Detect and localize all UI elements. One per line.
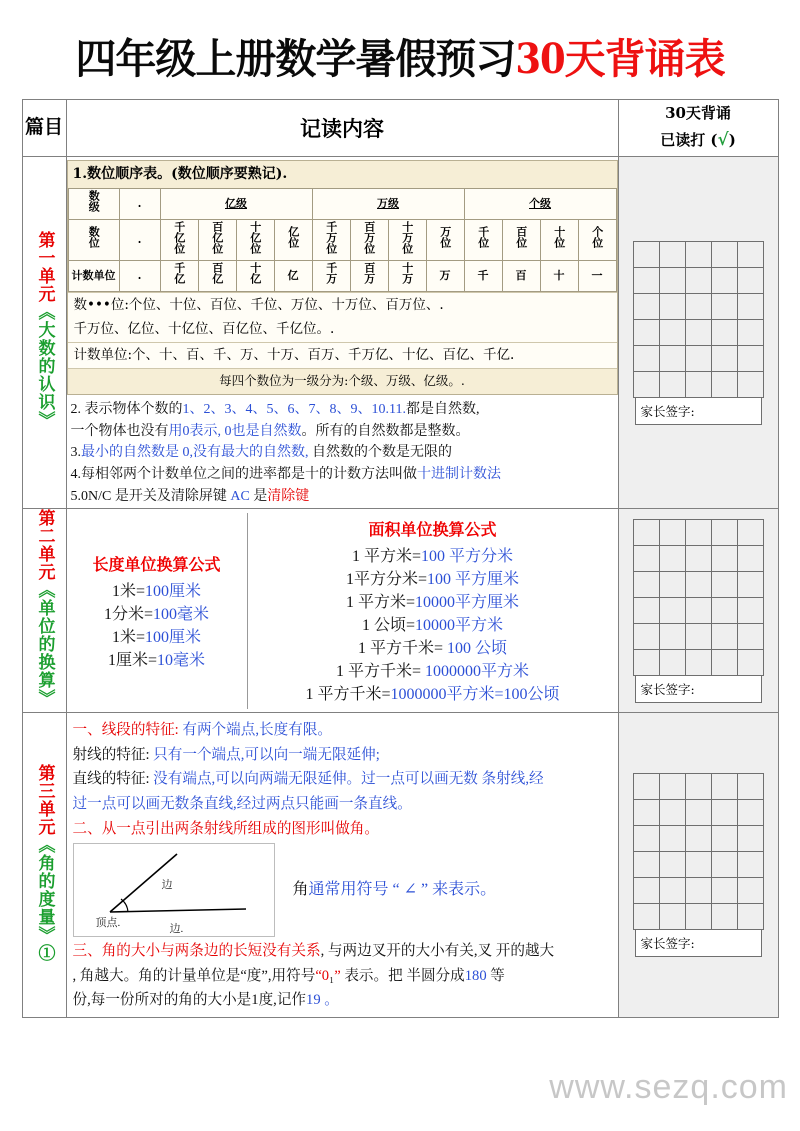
check-grid-cell[interactable] xyxy=(737,571,763,597)
unit-1-label-red: 第一单元 xyxy=(34,231,55,304)
pv-label-level xyxy=(68,189,119,220)
unit-2-mark-cell xyxy=(618,509,778,713)
text-run: 2. 表示物体个数的 xyxy=(70,402,183,418)
check-grid-cell[interactable] xyxy=(737,623,763,649)
check-grid-cell[interactable] xyxy=(737,371,763,397)
check-grid-cell[interactable] xyxy=(633,852,659,878)
check-grid-cell[interactable] xyxy=(659,319,685,345)
check-grid-cell[interactable] xyxy=(659,904,685,930)
pv-unit-8: 千 xyxy=(464,261,502,292)
header-content-label: 记读内容 xyxy=(300,116,384,141)
check-grid-row xyxy=(633,826,763,852)
check-grid-cell[interactable] xyxy=(685,597,711,623)
check-grid-row xyxy=(633,293,763,319)
place-value-footer: 每四个数位为一级分为:个级、万级、亿级。. xyxy=(68,368,617,394)
check-grid-cell[interactable] xyxy=(633,904,659,930)
text-run: 19 。 xyxy=(306,992,339,1009)
check-grid-cell[interactable] xyxy=(659,878,685,904)
check-grid-cell[interactable] xyxy=(633,519,659,545)
check-grid-cell[interactable] xyxy=(685,826,711,852)
title-red-part: 30天背诵表 xyxy=(515,35,725,83)
text-run: 是 xyxy=(253,488,268,504)
check-grid-cell[interactable] xyxy=(633,267,659,293)
text-run: 1平方分米= xyxy=(345,571,427,589)
angle-diagram-wrap xyxy=(73,843,612,937)
pv-digit-6: 十万位 xyxy=(388,219,426,261)
unit-2-signature-field[interactable]: 家长签字: xyxy=(635,676,762,703)
check-grid-row xyxy=(633,649,763,675)
text-line xyxy=(250,543,616,566)
check-grid-row xyxy=(633,319,763,345)
length-formula-lines xyxy=(69,578,245,670)
check-grid-cell[interactable] xyxy=(685,852,711,878)
check-grid-cell[interactable] xyxy=(737,293,763,319)
text-line xyxy=(250,566,616,589)
check-grid-cell[interactable] xyxy=(737,649,763,675)
check-grid-row xyxy=(633,597,763,623)
check-grid-cell[interactable] xyxy=(737,267,763,293)
unit-2-check-grid[interactable] xyxy=(633,519,764,676)
unit-2-mark-inner xyxy=(619,513,778,709)
pv-digit-2: 十亿位 xyxy=(236,219,274,261)
text-run: 用0表示, xyxy=(168,423,221,439)
text-run: 100 平方厘米 xyxy=(427,571,520,589)
unit-3-label-red: 第三单元 xyxy=(34,763,55,836)
check-grid-cell[interactable] xyxy=(737,319,763,345)
text-run: 10毫米 xyxy=(157,651,206,669)
check-grid-cell[interactable] xyxy=(737,519,763,545)
check-grid-cell[interactable] xyxy=(633,623,659,649)
text-line xyxy=(73,817,612,842)
check-grid-cell[interactable] xyxy=(659,800,685,826)
text-run: 1000000平方米 xyxy=(421,663,530,681)
check-grid-cell[interactable] xyxy=(633,345,659,371)
unit-2-formula-panels xyxy=(67,513,618,709)
angle-diagram xyxy=(73,843,275,937)
check-grid-cell[interactable] xyxy=(711,319,737,345)
table-row-unit-2 xyxy=(22,509,778,713)
text-run: 0也是自然数 xyxy=(224,423,302,439)
text-run: 100毫米 xyxy=(153,605,210,623)
check-grid-cell[interactable] xyxy=(633,597,659,623)
text-line xyxy=(73,988,612,1013)
header-mark-prefix: 已读打 ( xyxy=(660,131,718,150)
place-value-row-digits xyxy=(68,219,616,261)
pv-unit-0: 千亿 xyxy=(160,261,198,292)
check-grid-cell[interactable] xyxy=(659,623,685,649)
unit-1-mark-inner xyxy=(619,235,778,431)
text-run: 十进制计数法 xyxy=(417,467,501,483)
text-run: 都是自然数, xyxy=(405,402,480,418)
area-formula-title: 面积单位换算公式 xyxy=(368,520,497,540)
text-line xyxy=(250,612,616,635)
place-value-block xyxy=(67,160,618,395)
text-run: 1 平方千米= xyxy=(357,640,443,658)
check-grid-cell[interactable] xyxy=(711,241,737,267)
text-run: 1米= xyxy=(111,582,145,600)
pv-unit-11: 一 xyxy=(578,261,616,292)
check-grid-cell[interactable] xyxy=(711,623,737,649)
text-line xyxy=(250,681,616,704)
unit-3-check-grid[interactable] xyxy=(633,773,764,930)
text-line xyxy=(250,635,616,658)
text-run: ” xyxy=(334,967,341,984)
check-grid-cell[interactable] xyxy=(685,267,711,293)
text-run: 1 平方米= xyxy=(351,548,421,566)
text-run: 1 公顷= xyxy=(361,617,415,635)
check-grid-cell[interactable] xyxy=(685,519,711,545)
check-grid-cell[interactable] xyxy=(737,241,763,267)
text-run: 没有端点,可以向两端无限延伸。过一点可以画无数 条射线,经 xyxy=(149,771,544,788)
check-grid-cell[interactable] xyxy=(659,241,685,267)
check-grid-cell[interactable] xyxy=(711,800,737,826)
check-grid-cell[interactable] xyxy=(659,649,685,675)
check-grid-cell[interactable] xyxy=(659,774,685,800)
pv-label-unit: 计数单位 xyxy=(68,261,119,292)
check-grid-cell[interactable] xyxy=(633,293,659,319)
pv-digit-8: 千位 xyxy=(464,219,502,261)
check-grid-cell[interactable] xyxy=(659,519,685,545)
check-grid-cell[interactable] xyxy=(711,878,737,904)
text-run: 180 xyxy=(464,967,487,984)
text-line xyxy=(250,658,616,681)
check-grid-cell[interactable] xyxy=(737,345,763,371)
check-grid-cell[interactable] xyxy=(685,293,711,319)
text-run: 自然数的个数是无限的 xyxy=(308,445,452,461)
unit-1-mark-cell xyxy=(618,157,778,509)
text-run: 1、2、3、4、5、6、7、8、9、10.11. xyxy=(182,402,406,418)
check-grid-cell[interactable] xyxy=(633,774,659,800)
pv-digit-0: 千亿位 xyxy=(160,219,198,261)
unit-1-label-cell xyxy=(22,157,66,509)
pv-group-ge: 个级 xyxy=(464,189,616,220)
text-run: 1000000平方米=100公顷 xyxy=(390,686,560,704)
checkmark-icon: √ xyxy=(717,130,729,151)
text-run: 通常用符号 “ ∠ ” 来表示。 xyxy=(308,880,497,898)
place-value-note-2: 千万位、亿位、十亿位、百亿位、千亿位。. xyxy=(68,317,617,342)
place-value-row-units xyxy=(68,261,616,292)
text-line xyxy=(73,767,612,792)
check-grid-row xyxy=(633,800,763,826)
place-value-note-3: 计数单位:个、十、百、千、万、十万、百万、千万亿、十亿、百亿、千亿. xyxy=(68,342,617,368)
unit-3-top-lines xyxy=(73,718,612,841)
check-grid-row xyxy=(633,904,763,930)
check-grid-cell[interactable] xyxy=(633,826,659,852)
text-run: 只有一个端点,可以向一端无限延伸; xyxy=(149,746,380,763)
unit-3-content-cell xyxy=(66,713,618,1017)
check-grid-cell[interactable] xyxy=(711,345,737,371)
unit-3-signature-field[interactable]: 家长签字: xyxy=(635,930,762,957)
table-row-unit-1 xyxy=(22,157,778,509)
text-line xyxy=(73,939,612,964)
text-run: “0 xyxy=(315,967,330,984)
table-header-row xyxy=(22,100,778,157)
unit-1-content-cell xyxy=(66,157,618,509)
check-grid-cell[interactable] xyxy=(685,241,711,267)
check-grid-cell[interactable] xyxy=(685,649,711,675)
check-grid-cell[interactable] xyxy=(737,774,763,800)
unit-3-label-green: 《角的度量》① xyxy=(34,835,55,962)
check-grid-cell[interactable] xyxy=(685,878,711,904)
check-grid-cell[interactable] xyxy=(659,293,685,319)
area-unit-panel xyxy=(248,513,618,709)
pv-unit-6: 十万 xyxy=(388,261,426,292)
header-mark-line2 xyxy=(619,126,778,156)
check-grid-cell[interactable] xyxy=(659,545,685,571)
unit-2-label-red: 第二单元 xyxy=(34,509,55,582)
check-grid-cell[interactable] xyxy=(659,371,685,397)
unit-3-mark-inner xyxy=(619,767,778,963)
place-value-row-level xyxy=(68,189,616,220)
check-grid-cell[interactable] xyxy=(659,852,685,878)
pv-label-digit xyxy=(68,219,119,261)
check-grid-cell[interactable] xyxy=(685,345,711,371)
check-grid-cell[interactable] xyxy=(737,878,763,904)
check-grid-cell[interactable] xyxy=(633,371,659,397)
header-unit-label: 篇目 xyxy=(24,116,63,139)
text-run: 清除键 xyxy=(267,488,310,504)
check-grid-row xyxy=(633,852,763,878)
text-line xyxy=(73,792,612,817)
unit-3-mark-cell xyxy=(618,713,778,1017)
text-line xyxy=(69,601,245,624)
text-run: 10000平方米 xyxy=(415,617,504,635)
pv-digit-10: 十位 xyxy=(540,219,578,261)
text-run: 。所有的自然数都是整数。 xyxy=(301,423,470,439)
text-run: 3. xyxy=(70,445,81,461)
place-value-table xyxy=(68,188,617,292)
unit-2-label-green: 《单位的换算》 xyxy=(34,581,55,708)
pv-unit-7: 万 xyxy=(426,261,464,292)
text-run: 份,每一份所对的角的大小是1度,记作 xyxy=(72,992,307,1009)
check-grid-cell[interactable] xyxy=(711,826,737,852)
watermark: www.sezq.com xyxy=(549,1068,788,1106)
check-grid-row xyxy=(633,371,763,397)
check-grid-cell[interactable] xyxy=(685,904,711,930)
text-run: 4.每相邻两个计数单位之间的进率都是十的计数方法叫做 xyxy=(70,467,417,483)
pv-unit-9: 百 xyxy=(502,261,540,292)
check-grid-row xyxy=(633,267,763,293)
place-value-title: 1.数位顺序表。(数位顺序要熟记). xyxy=(68,161,617,188)
pv-blank-digit: . xyxy=(119,219,160,261)
text-line xyxy=(71,442,616,464)
text-run: 一个物体也没有 xyxy=(70,423,169,439)
text-line xyxy=(69,578,245,601)
check-grid-cell[interactable] xyxy=(711,852,737,878)
header-cell-unit xyxy=(22,100,66,157)
text-run: AC xyxy=(226,488,254,504)
text-run: 最小的自然数是 0,没有最大的自然数, xyxy=(81,445,309,461)
check-grid-cell[interactable] xyxy=(659,571,685,597)
check-grid-cell[interactable] xyxy=(633,800,659,826)
pv-digit-5: 百万位 xyxy=(350,219,388,261)
unit-3-label-cell xyxy=(22,713,66,1017)
check-grid-cell[interactable] xyxy=(659,267,685,293)
check-grid-cell[interactable] xyxy=(633,545,659,571)
text-run: 三、角的大小与两条边的长短没有关系 xyxy=(72,943,321,960)
pv-digit-11: 个位 xyxy=(578,219,616,261)
angle-side-upper-label: 边 xyxy=(161,879,173,892)
unit-3-label xyxy=(34,764,53,962)
check-grid-cell[interactable] xyxy=(685,371,711,397)
check-grid-cell[interactable] xyxy=(685,319,711,345)
text-run: 等 xyxy=(486,967,505,984)
check-grid-cell[interactable] xyxy=(659,345,685,371)
pv-unit-10: 十 xyxy=(540,261,578,292)
title-black-part: 四年级上册数学暑假预习 xyxy=(75,35,516,83)
text-run: 表示。把 半圆分成 xyxy=(340,967,465,984)
check-grid-cell[interactable] xyxy=(711,293,737,319)
pv-unit-2: 十亿 xyxy=(236,261,274,292)
check-grid-cell[interactable] xyxy=(711,545,737,571)
check-grid-cell[interactable] xyxy=(711,597,737,623)
header-cell-content xyxy=(66,100,618,157)
pv-digit-1: 百亿位 xyxy=(198,219,236,261)
pv-blank-level: . xyxy=(119,189,160,220)
unit-1-label-green: 《大数的认识》 xyxy=(34,303,55,430)
unit-1-text-lines xyxy=(67,397,618,508)
check-grid-row xyxy=(633,519,763,545)
pv-digit-4: 千万位 xyxy=(312,219,350,261)
check-grid-cell[interactable] xyxy=(685,800,711,826)
unit-3-tail-lines xyxy=(73,939,612,1013)
check-grid-cell[interactable] xyxy=(737,597,763,623)
check-grid-cell[interactable] xyxy=(711,519,737,545)
check-grid-cell[interactable] xyxy=(633,571,659,597)
angle-vertex-label: 顶点. xyxy=(95,917,121,930)
check-grid-row xyxy=(633,571,763,597)
check-grid-cell[interactable] xyxy=(685,571,711,597)
unit-2-content-cell xyxy=(66,509,618,713)
pv-unit-5: 百万 xyxy=(350,261,388,292)
check-grid-cell[interactable] xyxy=(711,649,737,675)
angle-side-lower-label: 边. xyxy=(169,923,184,936)
text-run: 100 公顷 xyxy=(443,640,508,658)
text-run: , 与两边叉开的大小有关,叉 开的越大 xyxy=(320,943,555,960)
memorization-table xyxy=(22,99,779,1018)
check-grid-cell[interactable] xyxy=(685,545,711,571)
unit-1-label xyxy=(34,231,53,429)
text-run: 一、线段的特征: xyxy=(72,722,179,739)
check-grid-cell[interactable] xyxy=(737,800,763,826)
text-run: 5.0N/C 是开关及清除屏键 xyxy=(70,488,227,504)
check-grid-cell[interactable] xyxy=(685,774,711,800)
text-run: 100 平方分米 xyxy=(421,548,514,566)
text-run: 100厘米 xyxy=(145,582,202,600)
check-grid-cell[interactable] xyxy=(633,649,659,675)
text-run: 100厘米 xyxy=(145,628,202,646)
place-value-note-1: 数•••位:个位、十位、百位、千位、万位、十万位、百万位、. xyxy=(68,292,617,318)
text-run: 有两个端点,长度有限。 xyxy=(178,722,332,739)
area-formula-lines xyxy=(250,543,616,704)
text-run: 1分米= xyxy=(103,605,153,623)
check-grid-cell[interactable] xyxy=(659,826,685,852)
pv-digit-text: 数位 xyxy=(87,226,101,248)
check-grid-row xyxy=(633,623,763,649)
text-run: , 角越大。角的计量单位是“度”,用符号 xyxy=(72,967,316,984)
text-line xyxy=(71,421,616,443)
check-grid-cell[interactable] xyxy=(633,319,659,345)
text-run: 1 平方千米= xyxy=(335,663,421,681)
check-grid-cell[interactable] xyxy=(711,571,737,597)
unit-2-label-cell xyxy=(22,509,66,713)
text-line xyxy=(69,647,245,670)
unit-2-label xyxy=(34,509,53,707)
check-grid-cell[interactable] xyxy=(711,904,737,930)
text-run: 1 平方米= xyxy=(345,594,415,612)
text-line xyxy=(71,464,616,486)
check-grid-cell[interactable] xyxy=(711,371,737,397)
check-grid-row xyxy=(633,545,763,571)
check-grid-cell[interactable] xyxy=(633,878,659,904)
pv-blank-unit: . xyxy=(119,261,160,292)
pv-group-yi: 亿级 xyxy=(160,189,312,220)
pv-digit-3: 亿位 xyxy=(274,219,312,261)
check-grid-cell[interactable] xyxy=(659,597,685,623)
pv-digit-9: 百位 xyxy=(502,219,540,261)
pv-group-wan: 万级 xyxy=(312,189,464,220)
text-line xyxy=(73,743,612,768)
text-run: 过一点可以画无数条直线,经过两点只能画一条直线。 xyxy=(72,796,412,812)
text-run: 角 xyxy=(292,880,309,898)
text-line xyxy=(71,399,616,421)
text-run: ₁ xyxy=(329,967,335,984)
text-line xyxy=(73,718,612,743)
check-grid-cell[interactable] xyxy=(737,904,763,930)
text-run: 10000平方厘米 xyxy=(415,594,520,612)
text-run: 二、从一点引出两条射线所组成的图形叫做角。 xyxy=(72,820,379,837)
text-run: 射线的特征: xyxy=(72,746,150,763)
page-title xyxy=(0,0,800,99)
header-mark-suffix: ) xyxy=(728,131,736,150)
pv-unit-3: 亿 xyxy=(274,261,312,292)
unit-3-text xyxy=(67,713,618,1016)
check-grid-cell[interactable] xyxy=(737,826,763,852)
check-grid-row xyxy=(633,878,763,904)
length-unit-panel xyxy=(67,513,248,709)
unit-1-signature-field[interactable]: 家长签字: xyxy=(635,398,762,425)
pv-level-text: 数级 xyxy=(87,190,101,212)
header-mark-line1: 30天背诵 xyxy=(665,104,731,122)
text-run: 1 平方千米= xyxy=(305,686,391,704)
check-grid-cell[interactable] xyxy=(685,623,711,649)
text-run: 1米= xyxy=(111,628,145,646)
text-line xyxy=(71,486,616,508)
check-grid-cell[interactable] xyxy=(711,267,737,293)
check-grid-cell[interactable] xyxy=(711,774,737,800)
text-line xyxy=(250,589,616,612)
table-row-unit-3 xyxy=(22,713,778,1017)
check-grid-cell[interactable] xyxy=(737,545,763,571)
pv-digit-7: 万位 xyxy=(426,219,464,261)
unit-1-check-grid[interactable] xyxy=(633,241,764,398)
pv-unit-4: 千万 xyxy=(312,261,350,292)
check-grid-cell[interactable] xyxy=(633,241,659,267)
text-line xyxy=(69,624,245,647)
angle-symbol-note xyxy=(293,877,497,904)
text-run: 1厘米= xyxy=(107,651,157,669)
header-cell-mark xyxy=(618,100,778,157)
check-grid-row xyxy=(633,345,763,371)
check-grid-cell[interactable] xyxy=(737,852,763,878)
pv-unit-1: 百亿 xyxy=(198,261,236,292)
text-line xyxy=(73,964,612,989)
check-grid-row xyxy=(633,241,763,267)
length-formula-title: 长度单位换算公式 xyxy=(92,554,221,574)
text-run: 直线的特征: xyxy=(72,771,150,788)
check-grid-row xyxy=(633,774,763,800)
